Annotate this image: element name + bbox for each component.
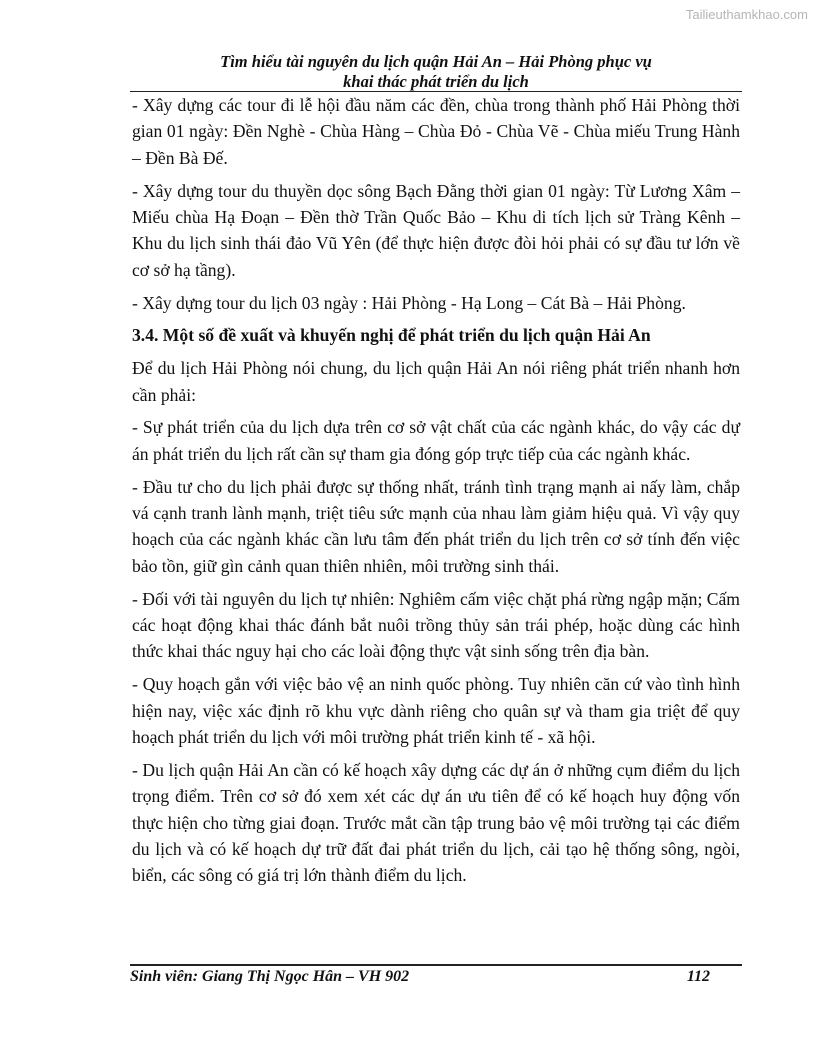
watermark: Tailieuthamkhao.com <box>685 7 808 22</box>
running-header <box>130 52 742 92</box>
paragraph: - Xây dựng tour du thuyền dọc sông Bạch Đằng thời gian 01 ngày: Từ Lương Xâm – Miếu chùa Hạ Đoạn – Đền thờ Trần Quốc Bảo – Khu di tích lịch sử Tràng Kênh – Khu du lịch sinh thái đảo Vũ Yên (để thực hiện được đòi hỏi phải có sự đầu tư lớn về cơ sở hạ tầng). <box>132 180 740 280</box>
footer-student: Sinh viên: Giang Thị Ngọc Hân – VH 902 <box>130 968 410 985</box>
header-line-2: khai thác phát triển du lịch <box>343 72 529 91</box>
section-heading: 3.4. Một số đề xuất và khuyến nghị để phát triển du lịch quận Hải An <box>132 325 651 346</box>
paragraph: - Đầu tư cho du lịch phải được sự thống nhất, tránh tình trạng mạnh ai nấy làm, chắp vá cạnh tranh lành mạnh, triệt tiêu sức mạnh của nhau làm giảm hiệu quả. Vì vậy quy hoạch của các ngành khác cần lưu tâm đến phát triển du lịch trên cơ sở tính đến việc bảo tồn, giữ gìn cảnh quan thiên nhiên, môi trường sinh thái. <box>132 476 740 576</box>
page-number: 112 <box>686 968 710 985</box>
paragraph: Để du lịch Hải Phòng nói chung, du lịch quận Hải An nói riêng phát triển nhanh hơn cần phải: <box>132 358 740 405</box>
page-body <box>132 92 740 895</box>
footer-divider <box>130 964 742 966</box>
paragraph: - Quy hoạch gắn với việc bảo vệ an ninh quốc phòng. Tuy nhiên căn cứ vào tình hình hiện nay, việc xác định rõ khu vực dành riêng cho quân sự và tham gia triệt để quy hoạch phát triển du lịch với môi trường phát triển kinh tế - xã hội. <box>132 674 740 748</box>
paragraph: - Sự phát triển của du lịch dựa trên cơ sở vật chất của các ngành khác, do vậy các dự án phát triển du lịch rất cần sự tham gia đóng góp trực tiếp của các ngành khác. <box>132 417 740 464</box>
paragraph: - Đối với tài nguyên du lịch tự nhiên: Nghiêm cấm việc chặt phá rừng ngập mặn; Cấm các hoạt động khai thác đánh bắt nuôi trồng thủy sản trái phép, hoặc dùng các hình thức khai thác nguy hại cho các loài động thực vật sinh sống trên địa bàn. <box>132 588 740 662</box>
paragraph: - Xây dựng tour du lịch 03 ngày : Hải Phòng - Hạ Long – Cát Bà – Hải Phòng. <box>132 292 686 313</box>
page-footer <box>130 968 710 986</box>
paragraph: - Xây dựng các tour đi lễ hội đầu năm các đền, chùa trong thành phố Hải Phòng thời gian 01 ngày: Đền Nghè - Chùa Hàng – Chùa Đỏ - Chùa Vẽ - Chùa miếu Trung Hành – Đền Bà Đế. <box>132 95 740 168</box>
header-line-1: Tìm hiểu tài nguyên du lịch quận Hải An – Hải Phòng phục vụ <box>220 52 652 71</box>
paragraph: - Du lịch quận Hải An cần có kế hoạch xây dựng các dự án ở những cụm điểm du lịch trọng điểm. Trên cơ sở đó xem xét các dự án ưu tiên để có kế hoạch huy động vốn thực hiện cho từng giai đoạn. Trước mắt cần tập trung bảo vệ môi trường tại các điểm du lịch và có kế hoạch dự trữ đất đai phát triển du lịch, cải tạo hệ thống sông, ngòi, biển, các sông có giá trị lớn thành điểm du lịch. <box>132 759 740 886</box>
